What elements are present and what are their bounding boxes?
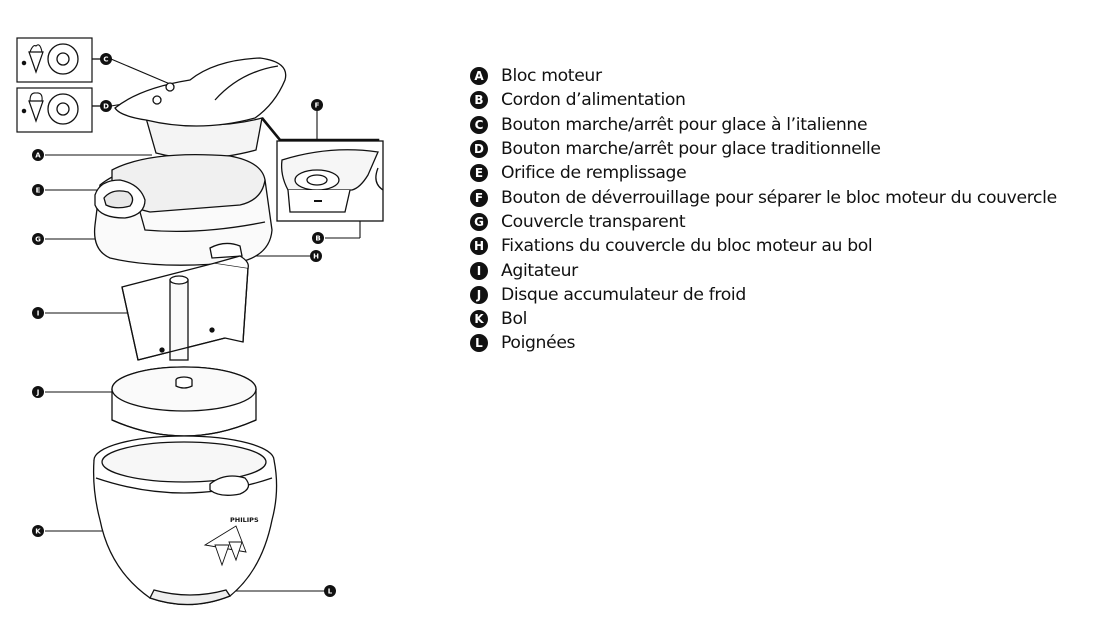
legend-item-i [470, 258, 1095, 282]
legend-badge-b: B [470, 91, 488, 109]
callout-d [100, 100, 112, 112]
callout-j [32, 386, 44, 398]
legend-text-h: Fixations du couvercle du bloc moteur au bol [501, 236, 873, 257]
legend-text-g: Couvercle transparent [501, 211, 686, 232]
legend-item-e [470, 161, 1095, 185]
exploded-appliance-diagram [0, 0, 470, 628]
legend-badge-l: L [470, 334, 488, 352]
lid-fixation [210, 243, 242, 258]
callout-a [32, 149, 44, 161]
legend-badge-h: H [470, 237, 488, 255]
legend-text-c: Bouton marche/arrêt pour glace à l’italienne [501, 114, 868, 135]
legend-text-b: Cordon d’alimentation [501, 90, 686, 111]
button-d [153, 96, 161, 104]
paddle [122, 256, 248, 360]
legend-badge-k: K [470, 310, 488, 328]
legend-badge-a: A [470, 67, 488, 85]
callout-b [312, 232, 324, 244]
callout-g [32, 233, 44, 245]
legend-text-l: Poignées [501, 333, 576, 354]
callout-h [310, 250, 322, 262]
legend-text-a: Bloc moteur [501, 66, 602, 87]
motor-block [115, 58, 286, 158]
legend-item-d [470, 137, 1095, 161]
legend-item-h [470, 234, 1095, 258]
legend-badge-e: E [470, 164, 488, 182]
legend-text-d: Bouton marche/arrêt pour glace traditionnelle [501, 139, 881, 160]
release-button-inset [277, 141, 383, 221]
legend-text-f: Bouton de déverrouillage pour séparer le bloc moteur du couvercle [501, 187, 1057, 208]
legend-text-k: Bol [501, 309, 528, 330]
brand-logo: PHILIPS [230, 516, 259, 524]
button-d-inset [17, 88, 104, 132]
transparent-lid [95, 155, 272, 266]
callout-c [100, 53, 112, 65]
svg-text:B: B [315, 234, 321, 243]
legend-badge-f: F [470, 189, 488, 207]
svg-text:C: C [103, 55, 109, 64]
legend-badge-d: D [470, 140, 488, 158]
bowl [94, 436, 277, 605]
legend-badge-c: C [470, 116, 488, 134]
legend-item-c [470, 113, 1095, 137]
legend-item-l [470, 331, 1095, 355]
svg-text:E: E [35, 186, 41, 195]
callout-e [32, 184, 44, 196]
parts-legend [470, 64, 1095, 356]
legend-badge-j: J [470, 286, 488, 304]
button-c-inset [17, 38, 104, 82]
legend-item-f [470, 185, 1095, 209]
svg-text:D: D [103, 102, 109, 111]
svg-text:H: H [313, 252, 319, 261]
callout-f [311, 99, 323, 111]
legend-item-a [470, 64, 1095, 88]
legend-item-k [470, 307, 1095, 331]
legend-item-j [470, 283, 1095, 307]
svg-text:G: G [35, 235, 41, 244]
callout-i [32, 307, 44, 319]
svg-text:I: I [36, 309, 40, 318]
svg-text:K: K [35, 527, 41, 536]
svg-text:L: L [327, 587, 333, 596]
freezing-disc [112, 367, 256, 436]
legend-item-g [470, 210, 1095, 234]
legend-badge-g: G [470, 213, 488, 231]
legend-text-i: Agitateur [501, 260, 578, 281]
callout-k [32, 525, 44, 537]
svg-text:F: F [314, 101, 320, 110]
svg-text:J: J [36, 388, 40, 397]
svg-text:A: A [35, 151, 41, 160]
legend-badge-i: I [470, 262, 488, 280]
legend-item-b [470, 88, 1095, 112]
button-c [166, 83, 174, 91]
legend-text-j: Disque accumulateur de froid [501, 284, 746, 305]
legend-text-e: Orifice de remplissage [501, 163, 687, 184]
callout-l [324, 585, 336, 597]
